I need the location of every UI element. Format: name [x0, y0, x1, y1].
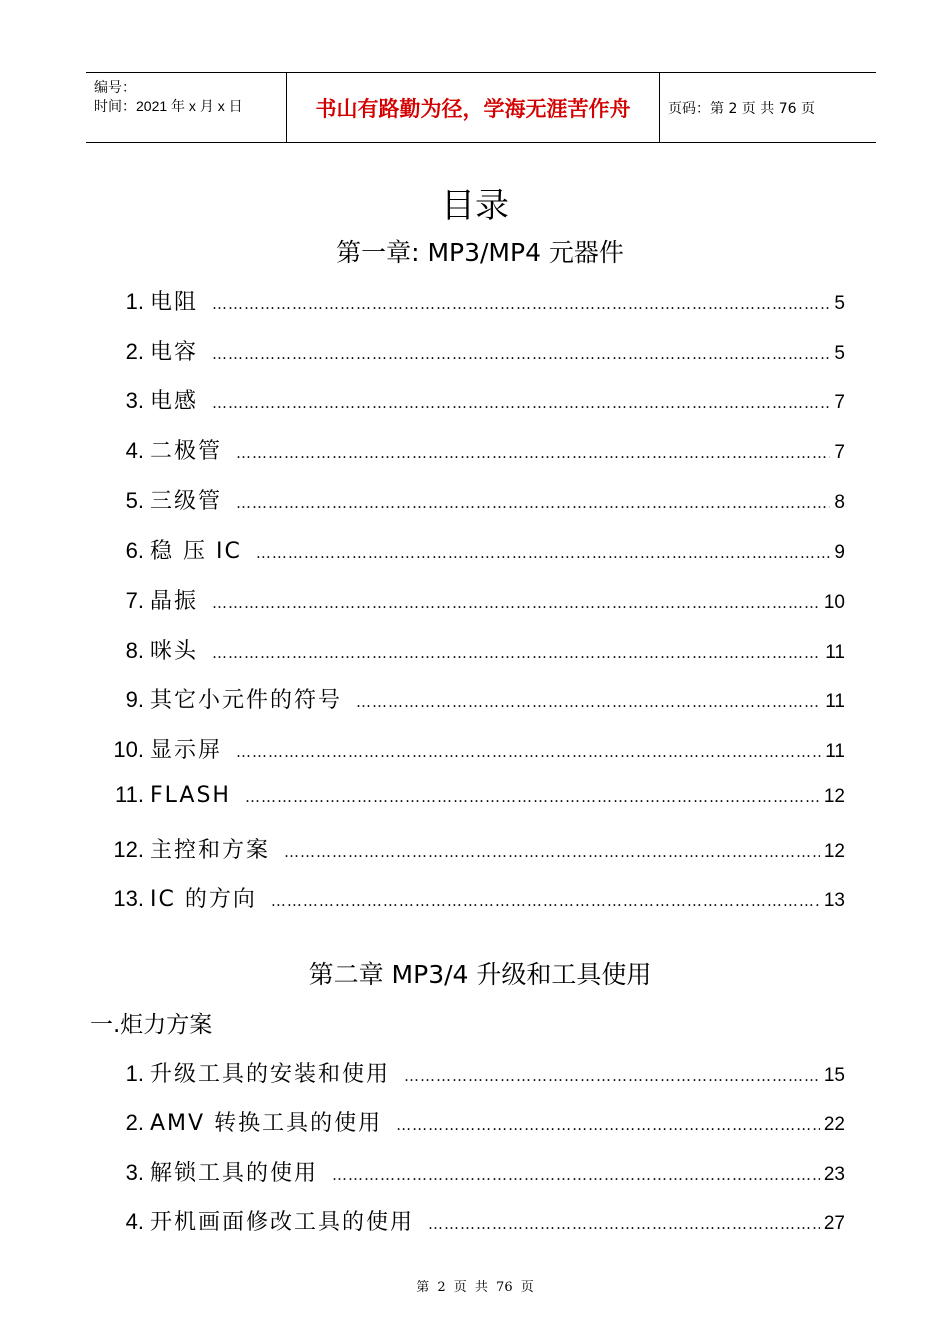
toc-entry-number: 6. [125, 538, 144, 563]
toc-entry-title: FLASH [150, 783, 231, 808]
toc-entry-title: 电容 [150, 340, 199, 365]
toc-entry-title: 三级管 [150, 489, 223, 514]
toc-entry[interactable] [100, 484, 845, 518]
toc-entry-page: 23 [823, 1164, 845, 1185]
toc-entry-page: 11 [825, 691, 845, 712]
toc-entry-title: 电阻 [150, 290, 199, 315]
toc-leader-dots [356, 693, 821, 711]
toc-leader-dots [212, 295, 830, 313]
toc-entry-title: IC 的方向 [150, 887, 257, 912]
chapter-1-heading: 第一章: MP3/MP4 元器件 [336, 238, 624, 267]
toc-entry-title: 晶振 [150, 589, 199, 614]
toc-entry[interactable] [100, 683, 845, 717]
toc-entry-number: 11. [115, 782, 144, 807]
toc-entry-number: 3. [125, 388, 144, 413]
header-number-label: 编号： [94, 79, 136, 95]
toc-entry-number: 9. [125, 687, 144, 712]
toc-entry[interactable] [100, 634, 845, 668]
toc-entry-number: 2. [125, 1110, 144, 1135]
toc-entry[interactable] [100, 1057, 845, 1091]
header-meta-cell [86, 73, 287, 142]
toc-entry-number: 4. [125, 1209, 144, 1234]
toc-entry-page: 9 [834, 542, 845, 563]
chapter-2-heading: 第二章 MP3/4 升级和工具使用 [308, 960, 652, 989]
toc-entry-title: AMV 转换工具的使用 [150, 1111, 383, 1136]
toc-entry-number: 4. [125, 438, 144, 463]
toc-entry-number: 13. [113, 886, 144, 911]
section-heading: 一.炬力方案 [90, 1012, 213, 1038]
toc-leader-dots [396, 1116, 820, 1134]
toc-entry-number: 12. [113, 837, 144, 862]
toc-leader-dots [428, 1215, 820, 1233]
toc-leader-dots [236, 494, 830, 512]
toc-entry-title: 主控和方案 [150, 838, 271, 863]
toc-entry-number: 5. [125, 488, 144, 513]
toc-entry-title: 开机画面修改工具的使用 [150, 1210, 415, 1235]
toc-entry-page: 11 [825, 642, 845, 663]
toc-entry[interactable] [100, 733, 845, 767]
toc-leader-dots [212, 345, 830, 363]
toc-entry-page: 13 [823, 890, 845, 911]
toc-entry-page: 5 [834, 343, 845, 364]
toc-leader-dots [236, 743, 821, 761]
toc-entry-title: 二极管 [150, 439, 223, 464]
page-footer: 第 2 页 共 76 页 [416, 1280, 534, 1295]
toc-entry[interactable] [100, 882, 845, 916]
toc-entry-page: 12 [823, 786, 845, 807]
toc-entry[interactable] [100, 833, 845, 867]
toc-entry-page: 15 [823, 1065, 845, 1086]
toc-entry-page: 10 [823, 592, 845, 613]
toc-entry-page: 8 [834, 492, 845, 513]
toc-leader-dots [404, 1067, 820, 1085]
toc-entry-page: 5 [834, 293, 845, 314]
document-title: 目录 [441, 186, 509, 226]
toc-entry-number: 10. [113, 737, 144, 762]
toc-entry[interactable] [100, 584, 845, 618]
toc-entry-number: 3. [125, 1160, 144, 1185]
toc-leader-dots [212, 394, 830, 412]
toc-entry-number: 7. [125, 588, 144, 613]
toc-entry-title: 稳 压 IC [150, 539, 242, 564]
toc-entry-title: 升级工具的安装和使用 [150, 1062, 391, 1087]
toc-entry-number: 1. [125, 289, 144, 314]
toc-entry[interactable] [100, 434, 845, 468]
toc-entry-page: 7 [834, 392, 845, 413]
toc-entry[interactable] [100, 335, 845, 369]
toc-entry-title: 显示屏 [150, 738, 223, 763]
page-header [86, 72, 876, 143]
toc-entry-title: 解锁工具的使用 [150, 1161, 319, 1186]
toc-leader-dots [245, 788, 820, 806]
toc-entry-page: 12 [823, 841, 845, 862]
toc-entry-title: 电感 [150, 389, 199, 414]
toc-entry[interactable] [100, 782, 845, 816]
header-page-label: 页码：第 2 页 共 76 页 [668, 100, 815, 117]
toc-entry-page: 22 [823, 1114, 845, 1135]
toc-leader-dots [256, 544, 831, 562]
toc-entry[interactable] [100, 1106, 845, 1140]
toc-entry-page: 7 [834, 442, 845, 463]
toc-entry[interactable] [100, 1205, 845, 1239]
toc-leader-dots [212, 644, 821, 662]
toc-entry[interactable] [100, 1156, 845, 1190]
toc-leader-dots [332, 1166, 820, 1184]
header-time-label: 时间：2021 年 x 月 x 日 [94, 98, 243, 114]
header-motto: 书山有路勤为径，学海无涯苦作舟 [287, 73, 660, 142]
toc-entry-page: 27 [823, 1213, 845, 1234]
toc-entry-page: 11 [825, 741, 845, 762]
toc-entry-title: 咪头 [150, 639, 199, 664]
toc-leader-dots [236, 444, 830, 462]
toc-entry-number: 1. [125, 1061, 144, 1086]
toc-leader-dots [212, 594, 820, 612]
toc-entry[interactable] [100, 285, 845, 319]
toc-entry-number: 2. [125, 339, 144, 364]
toc-entry-number: 8. [125, 638, 144, 663]
toc-entry[interactable] [100, 384, 845, 418]
toc-entry-title: 其它小元件的符号 [150, 688, 343, 713]
toc-leader-dots [271, 892, 820, 910]
toc-entry[interactable] [100, 534, 845, 568]
toc-leader-dots [284, 843, 820, 861]
